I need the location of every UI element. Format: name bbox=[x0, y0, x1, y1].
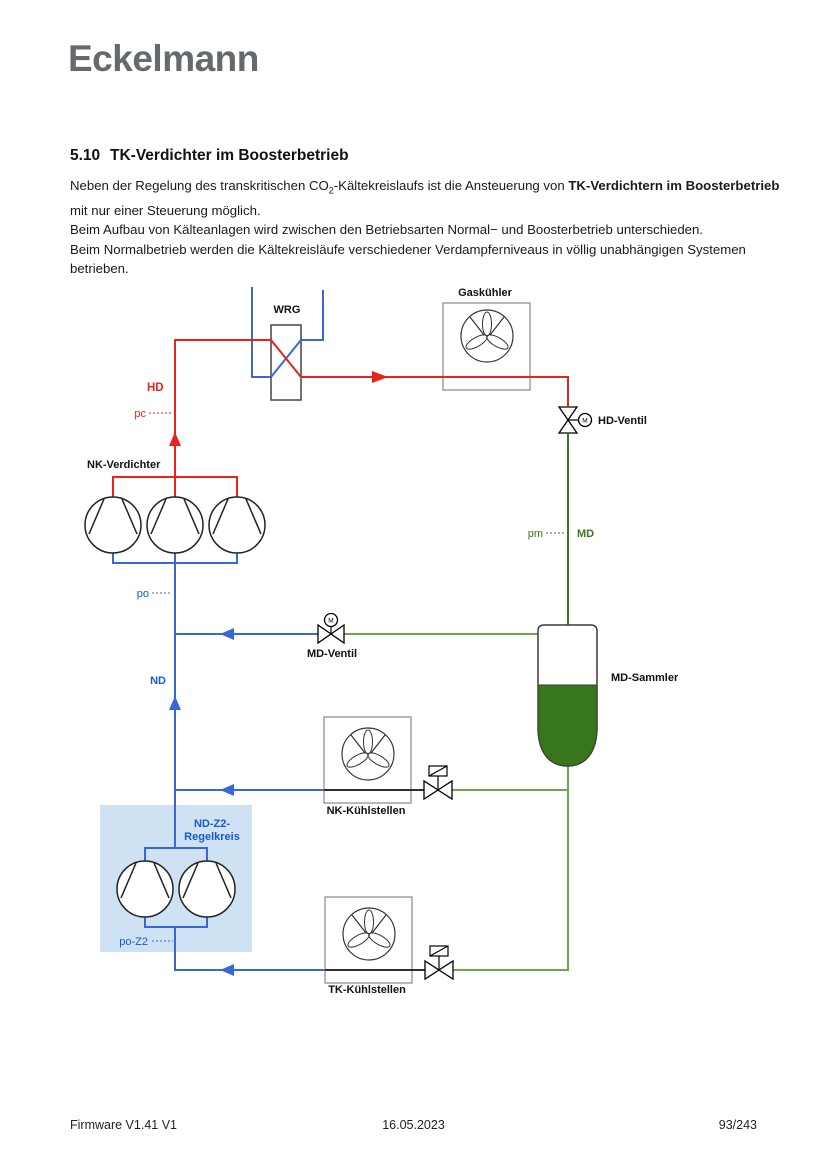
pc-label: pc bbox=[134, 408, 146, 420]
md-ventil-label: MD-Ventil bbox=[306, 648, 358, 660]
expansion-valve-icon bbox=[425, 946, 453, 979]
flow-arrow-left bbox=[220, 964, 234, 976]
paragraph-2: Beim Aufbau von Kälteanlagen wird zwischen den Betriebsarten Normal− und Boosterbetrieb unterschieden. bbox=[70, 222, 704, 238]
compressor-icon bbox=[85, 497, 141, 553]
md-label: MD bbox=[577, 528, 595, 540]
flow-arrow-up bbox=[169, 696, 181, 710]
footer-firmware: Firmware V1.41 V1 bbox=[70, 1118, 177, 1132]
nd-label: ND bbox=[150, 675, 166, 687]
md-sammler bbox=[538, 625, 679, 766]
tk-kuehlstellen-label: TK-Kühlstellen bbox=[328, 984, 406, 996]
nk-kuehlstellen-label: NK-Kühlstellen bbox=[326, 805, 406, 817]
md-sammler-liquid bbox=[538, 685, 597, 766]
compressor-icon bbox=[117, 861, 173, 917]
valve-icon bbox=[559, 420, 577, 433]
nd-z2-label-line2: Regelkreis bbox=[184, 831, 240, 843]
valve-icon bbox=[559, 407, 577, 420]
text-run-bold: TK-Verdichtern im Boosterbetrieb bbox=[568, 178, 780, 193]
text-run: mit nur einer Steuerung möglich. bbox=[70, 203, 261, 219]
text-run: -Kältekreislaufs ist die Ansteuerung von bbox=[333, 178, 569, 193]
compressor-icon bbox=[209, 497, 265, 553]
company-logo: Eckelmann bbox=[68, 38, 259, 79]
md-ventil bbox=[307, 614, 357, 661]
valve-icon bbox=[331, 625, 344, 643]
flow-arrow-up bbox=[169, 432, 181, 446]
compressor-icon bbox=[147, 497, 203, 553]
hd-ventil-label: HD-Ventil bbox=[598, 415, 647, 427]
gaskuehler-label: Gaskühler bbox=[458, 287, 512, 299]
text-run: Neben der Regelung des transkritischen CO bbox=[70, 178, 329, 193]
fan-icon bbox=[342, 728, 394, 780]
nk-verdichter-label: NK-Verdichter bbox=[87, 459, 161, 471]
hd-label: HD bbox=[147, 382, 164, 394]
wrg-heat-exchanger bbox=[271, 325, 301, 400]
hd-ventil bbox=[559, 407, 647, 433]
valve-icon bbox=[318, 625, 331, 643]
paragraph-3: Beim Normalbetrieb werden die Kältekreisläufe verschiedener Verdampferniveaus in völlig unabhängigen Systemen betrieben. bbox=[70, 241, 746, 277]
motor-label: M bbox=[328, 617, 334, 625]
flow-arrow-right bbox=[372, 371, 388, 383]
motor-label: M bbox=[582, 417, 588, 425]
fan-icon bbox=[343, 908, 395, 960]
subscript-2: 2 bbox=[328, 185, 334, 196]
nk-kuehlstellen bbox=[324, 717, 452, 817]
tk-kuehlstellen bbox=[325, 897, 453, 996]
compressor-icon bbox=[179, 861, 235, 917]
flow-arrow-left bbox=[220, 784, 234, 796]
po-label: po bbox=[136, 588, 149, 600]
wrg-label: WRG bbox=[273, 304, 301, 316]
md-sammler-label: MD-Sammler bbox=[611, 672, 679, 684]
md-pipes bbox=[344, 434, 569, 971]
expansion-valve-icon bbox=[424, 766, 452, 799]
footer-page-number: 93/243 bbox=[718, 1118, 757, 1132]
footer-date: 16.05.2023 bbox=[382, 1118, 445, 1132]
section-number: 5.10 bbox=[70, 147, 101, 164]
flow-arrow-left bbox=[220, 628, 234, 640]
nd-z2-label-line1: ND-Z2- bbox=[193, 818, 231, 830]
section-title: TK-Verdichter im Boosterbetrieb bbox=[110, 147, 349, 164]
po-z2-label: po-Z2 bbox=[119, 936, 148, 948]
pm-label: pm bbox=[527, 528, 543, 540]
fan-icon bbox=[461, 310, 513, 362]
